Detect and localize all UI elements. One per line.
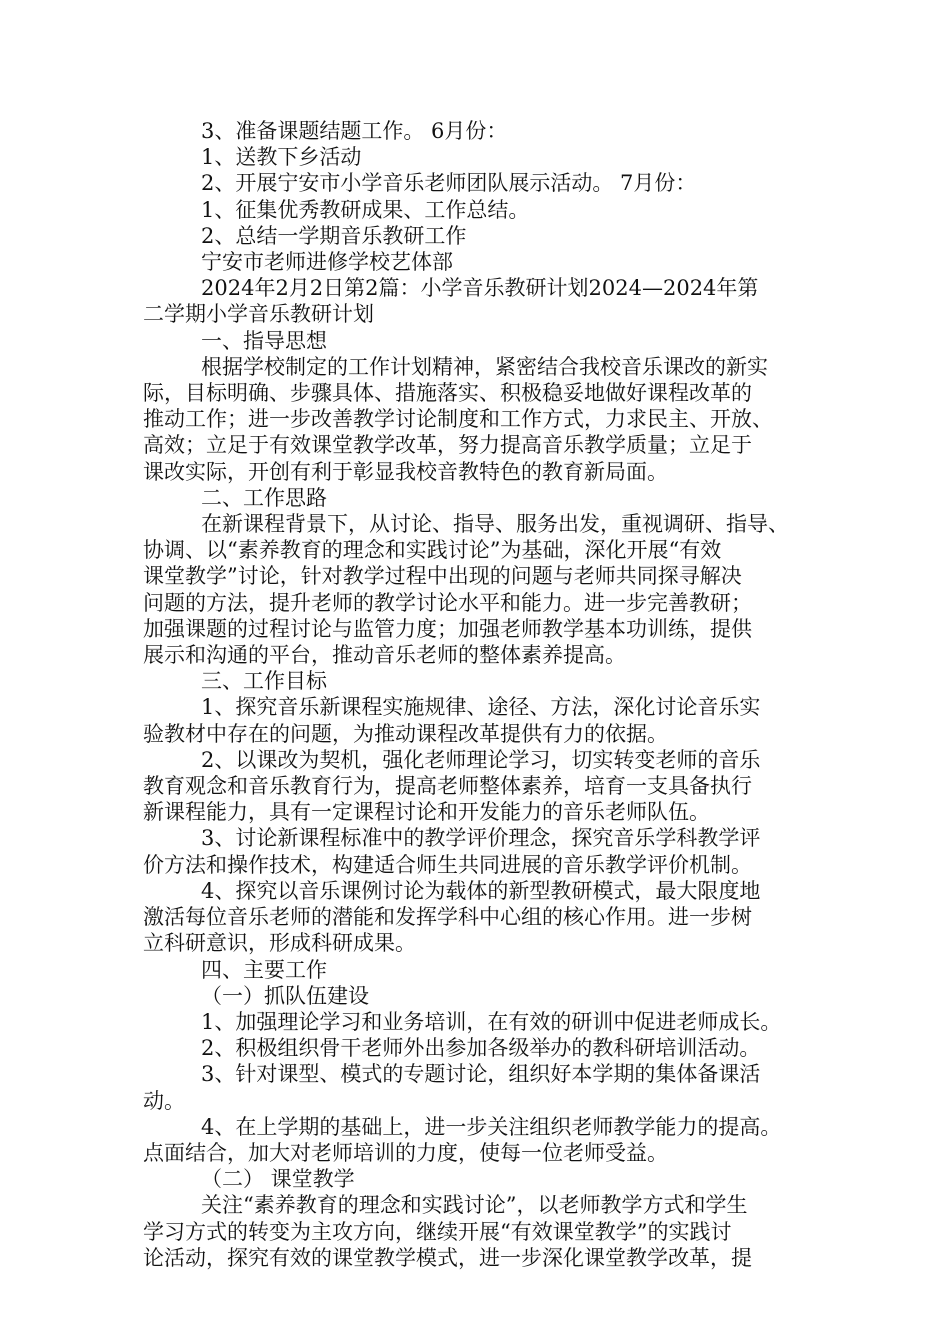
text-line: 1、征集优秀教研成果、工作总结。 <box>201 197 530 222</box>
text-line: 新课程能力，具有一定课程讨论和开发能力的音乐老师队伍。 <box>143 800 710 825</box>
text-line: 1、探究音乐新课程实施规律、途径、方法，深化讨论音乐实 <box>201 695 761 720</box>
text-line: 4、在上学期的基础上，进一步关注组织老师教学能力的提高。 <box>201 1114 782 1139</box>
text-line: 二学期小学音乐教研计划 <box>143 302 374 327</box>
text-line: 宁安市老师进修学校艺体部 <box>201 250 453 275</box>
text-line: 2、以课改为契机，强化老师理论学习，切实转变老师的音乐 <box>201 747 761 772</box>
text-line: 1、送教下乡活动 <box>201 145 362 170</box>
text-line: 课改实际，开创有利于彰显我校音教特色的教育新局面。 <box>143 459 668 484</box>
text-line: 二、工作思路 <box>201 485 327 510</box>
text-line: 际，目标明确、步骤具体、措施落实、积极稳妥地做好课程改革的 <box>143 381 752 406</box>
text-line: 根据学校制定的工作计划精神，紧密结合我校音乐课改的新实 <box>201 354 768 379</box>
text-line: 动。 <box>143 1088 185 1113</box>
text-line: 论活动，探究有效的课堂教学模式，进一步深化课堂教学改革，提 <box>143 1245 752 1270</box>
text-line: 立科研意识，形成科研成果。 <box>143 931 416 956</box>
text-line: 协调、以“素养教育的理念和实践讨论”为基础，深化开展“有效 <box>143 538 722 563</box>
text-line: 3、准备课题结题工作。 6月份： <box>201 119 508 143</box>
text-line: 2、开展宁安市小学音乐老师团队展示活动。 7月份： <box>201 171 697 196</box>
text-line: 推动工作；进一步改善教学讨论制度和工作方式，力求民主、开放、 <box>143 407 773 432</box>
text-line: 加强课题的过程讨论与监管力度；加强老师教学基本功训练，提供 <box>143 616 752 641</box>
text-line: 四、主要工作 <box>201 957 327 982</box>
text-line: 4、探究以音乐课例讨论为载体的新型教研模式，最大限度地 <box>201 878 761 903</box>
text-line: 三、工作目标 <box>201 669 327 694</box>
text-line: 1、加强理论学习和业务培训，在有效的研训中促进老师成长。 <box>201 1009 782 1034</box>
text-line: 验教材中存在的问题，为推动课程改革提供有力的依据。 <box>143 721 668 746</box>
text-line: 高效；立足于有效课堂教学改革，努力提高音乐教学质量；立足于 <box>143 433 752 458</box>
text-line: 教育观念和音乐教育行为，提高老师整体素养，培育一支具备执行 <box>143 774 752 799</box>
text-line: 3、针对课型、模式的专题讨论，组织好本学期的集体备课活 <box>201 1062 761 1087</box>
text-line: 在新课程背景下，从讨论、指导、服务出发，重视调研、指导、 <box>201 512 789 537</box>
text-line: 关注“素养教育的理念和实践讨论”，以老师教学方式和学生 <box>201 1193 748 1218</box>
text-line: 价方法和操作技术，构建适合师生共同进展的音乐教学评价机制。 <box>143 852 752 877</box>
text-line: 问题的方法，提升老师的教学讨论水平和能力。进一步完善教研； <box>143 590 752 615</box>
text-line: 3、讨论新课程标准中的教学评价理念，探究音乐学科教学评 <box>201 826 761 851</box>
text-line: 点面结合，加大对老师培训的力度，使每一位老师受益。 <box>143 1140 668 1165</box>
text-line: 课堂教学”讨论，针对教学过程中出现的问题与老师共同探寻解决 <box>143 564 742 589</box>
text-line: 2024年2月2日第2篇：小学音乐教研计划2024—2024年第 <box>201 276 759 301</box>
text-line: 一、指导思想 <box>201 328 327 353</box>
text-line: 2、总结一学期音乐教研工作 <box>201 223 467 248</box>
text-line: （一）抓队伍建设 <box>201 983 369 1008</box>
text-line: 2、积极组织骨干老师外出参加各级举办的教科研培训活动。 <box>201 1036 761 1061</box>
text-line: 激活每位音乐老师的潜能和发挥学科中心组的核心作用。进一步树 <box>143 905 752 930</box>
text-line: 展示和沟通的平台，推动音乐老师的整体素养提高。 <box>143 643 626 668</box>
document-page <box>143 118 810 1271</box>
text-line: 学习方式的转变为主攻方向，继续开展“有效课堂教学”的实践讨 <box>143 1219 732 1244</box>
text-line: （二） 课堂教学 <box>201 1167 355 1192</box>
